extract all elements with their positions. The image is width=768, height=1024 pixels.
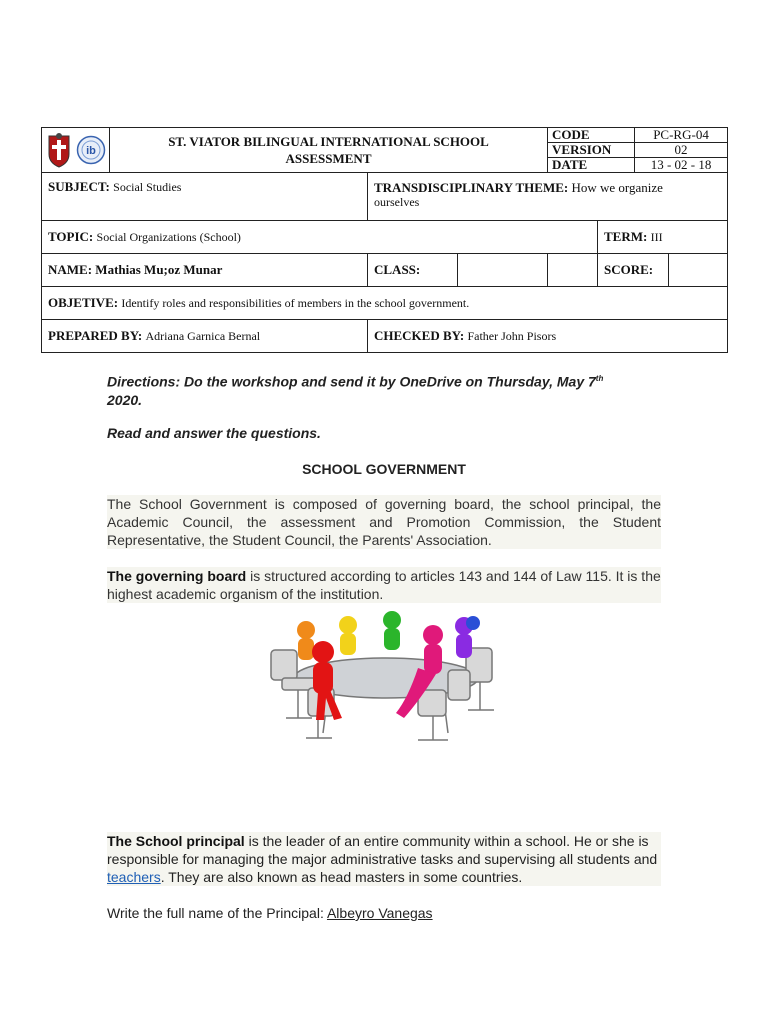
date-value: 13 - 02 - 18 xyxy=(635,158,728,173)
paragraph-governing-board xyxy=(107,567,661,603)
score-value-field xyxy=(669,254,727,286)
code-label: CODE xyxy=(548,128,635,143)
class-cell xyxy=(368,254,548,287)
directions xyxy=(107,370,661,409)
document-code-box xyxy=(548,128,728,173)
topic-cell xyxy=(42,221,598,254)
class-value-field-2 xyxy=(548,254,598,287)
directions-text: Directions: Do the workshop and send it by OneDrive on Thursday, May 7 xyxy=(107,373,596,390)
governing-board-text: is structured according to articles 143 and 144 of Law 115. It is the highest academic organism of the institution. xyxy=(107,568,661,602)
meeting-table-illustration xyxy=(268,608,506,748)
date-label: DATE xyxy=(548,158,635,173)
directions-year: 2020. xyxy=(107,391,143,408)
code-value: PC-RG-04 xyxy=(635,128,728,143)
prepared-by-cell xyxy=(42,320,368,353)
term-value: III xyxy=(650,230,663,244)
prepared-by-label: PREPARED BY: xyxy=(48,328,143,343)
term-label: TERM: xyxy=(604,229,648,244)
principal-answer[interactable]: Albeyro Vanegas xyxy=(326,905,433,921)
principal-text-a: is the leader of an entire community within a school. He or she is responsible for managing the major administrative tasks and supervising all students and xyxy=(107,833,658,867)
student-name-cell xyxy=(42,254,368,287)
checked-by-value: Father John Pisors xyxy=(467,329,557,343)
topic-value: Social Organizations (School) xyxy=(96,230,241,244)
theme-label: TRANSDISCIPLINARY THEME: xyxy=(374,180,569,195)
subject-cell xyxy=(42,173,368,221)
version-value: 02 xyxy=(635,143,728,158)
subject-value: Social Studies xyxy=(113,180,182,194)
version-label: VERSION xyxy=(548,143,635,158)
section-title: SCHOOL GOVERNMENT xyxy=(302,461,466,477)
checked-by-cell xyxy=(368,320,728,353)
document-type: ASSESSMENT xyxy=(285,151,372,166)
svg-text:ib: ib xyxy=(86,145,96,157)
prepared-by-value: Adriana Garnica Bernal xyxy=(145,329,261,343)
term-cell xyxy=(598,221,728,254)
score-cell xyxy=(598,254,728,287)
score-label: SCORE: xyxy=(598,254,669,286)
directions-sup: th xyxy=(595,374,604,383)
principal-question xyxy=(107,904,661,922)
assessment-header-table xyxy=(41,127,728,353)
topic-label: TOPIC: xyxy=(48,229,94,244)
objective-value: Identify roles and responsibilities of members in the school government. xyxy=(121,296,470,310)
principal-question-text: Write the full name of the Principal: xyxy=(107,905,327,921)
theme-value: How we organize xyxy=(571,180,663,195)
instruction: Read and answer the questions. xyxy=(107,425,321,441)
theme-value-cont: ourselves xyxy=(374,195,420,209)
checked-by-label: CHECKED BY: xyxy=(374,328,465,343)
paragraph-school-principal xyxy=(107,832,661,886)
paragraph-school-government: The School Government is composed of governing board, the school principal, the Academic Council, the assessment and Promotion Commission, the Student Representative, the Student Council, the Parents' Association. xyxy=(107,496,661,548)
school-crest-icon xyxy=(46,132,72,168)
principal-text-b: . They are also known as head masters in some countries. xyxy=(160,869,523,885)
class-label: CLASS: xyxy=(368,254,458,286)
theme-cell xyxy=(368,173,728,221)
school-logos xyxy=(42,128,110,173)
school-principal-term: The School principal xyxy=(107,833,245,849)
class-value-field xyxy=(458,254,547,286)
objective-cell xyxy=(42,287,728,320)
objective-label: OBJETIVE: xyxy=(48,295,119,310)
school-title-cell xyxy=(110,128,548,173)
subject-label: SUBJECT: xyxy=(48,179,110,194)
governing-board-term: The governing board xyxy=(107,568,247,584)
name-label: NAME: xyxy=(48,262,93,277)
teachers-link[interactable]: teachers xyxy=(107,869,161,885)
ib-world-school-icon xyxy=(76,135,106,165)
school-name: ST. VIATOR BILINGUAL INTERNATIONAL SCHOOL xyxy=(168,134,489,149)
student-name-value: Mathias Mu;oz Munar xyxy=(95,262,223,277)
